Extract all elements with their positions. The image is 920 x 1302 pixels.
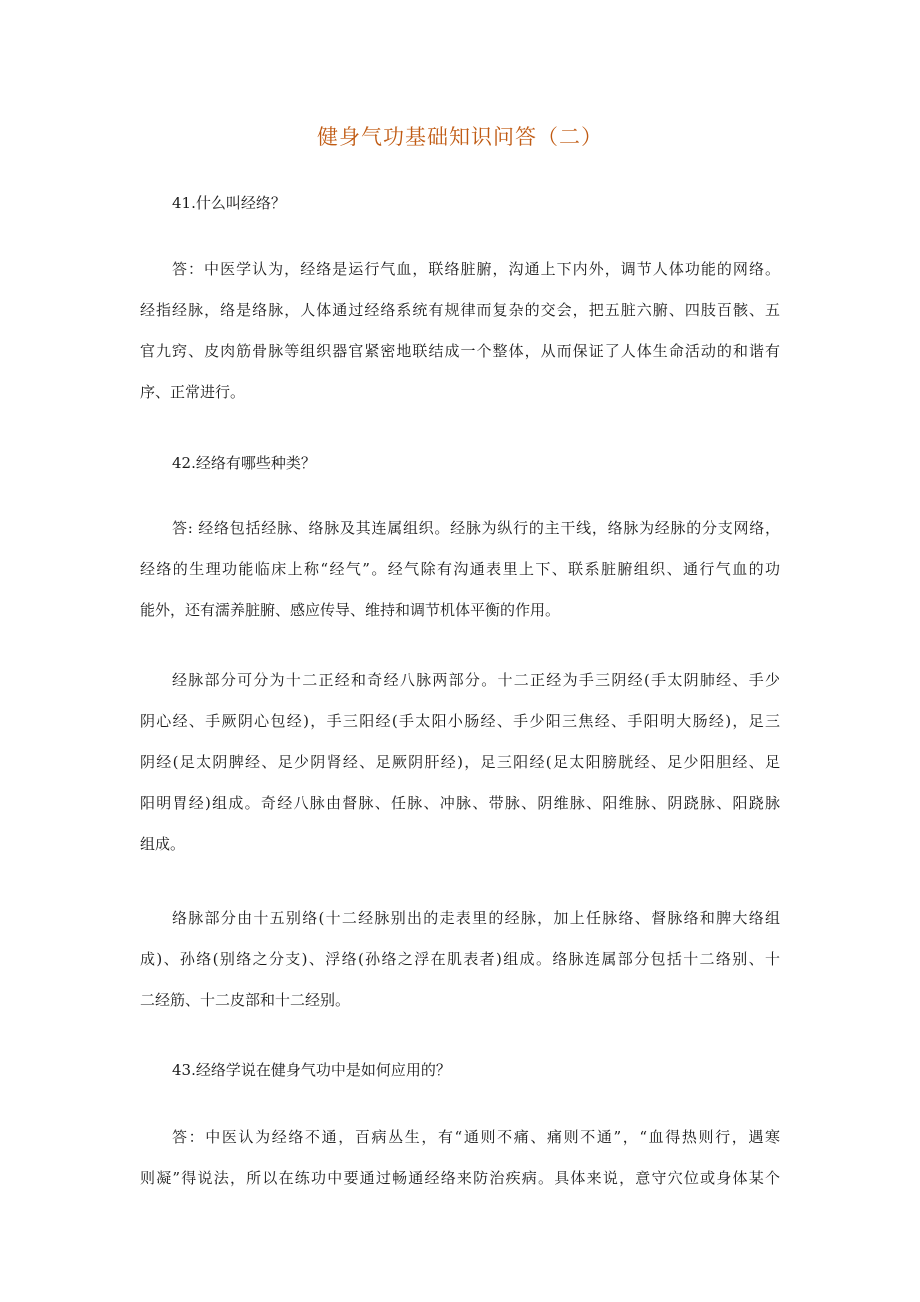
text-line: 能外，还有濡养脏腑、感应传导、维持和调节机体平衡的作用。 bbox=[140, 601, 561, 619]
answer-42-paragraph-3 bbox=[140, 908, 780, 1031]
answer-41-paragraph bbox=[140, 259, 780, 423]
text-line: 则凝”得说法，所以在练功中要通过畅通经络来防治疾病。具体来说，意守穴位或身体某个 bbox=[140, 1169, 780, 1187]
text-line: 成)、孙络(别络之分支)、浮络(孙络之浮在肌表者)组成。络脉连属部分包括十二络别、十 bbox=[140, 950, 780, 968]
question-41: 41.什么叫经络？ bbox=[172, 194, 286, 212]
text-line: 答：中医认为经络不通，百病丛生，有“通则不痛、痛则不通”，“血得热则行，遇寒 bbox=[172, 1128, 780, 1146]
answer-42-paragraph-1 bbox=[140, 518, 780, 641]
text-line: 序、正常进行。 bbox=[140, 383, 246, 401]
text-line: 经脉部分可分为十二正经和奇经八脉两部分。十二正经为手三阴经(手太阴肺经、手少 bbox=[172, 671, 780, 689]
text-line: 阴心经、手厥阴心包经)，手三阳经(手太阳小肠经、手少阳三焦经、手阳明大肠经)，足三 bbox=[140, 712, 780, 730]
text-line: 经指经脉，络是络脉，人体通过经络系统有规律而复杂的交会，把五脏六腑、四肢百骸、五 bbox=[140, 301, 780, 319]
text-line: 答: 经络包括经脉、络脉及其连属组织。经脉为纵行的主干线，络脉为经脉的分支网络， bbox=[172, 519, 780, 537]
question-42: 42.经络有哪些种类？ bbox=[172, 454, 316, 472]
answer-42-paragraph-2 bbox=[140, 670, 780, 875]
answer-43-paragraph bbox=[140, 1127, 780, 1209]
text-line: 络脉部分由十五别络(十二经脉别出的走表里的经脉，加上任脉络、督脉络和脾大络组 bbox=[172, 909, 780, 927]
question-43: 43.经络学说在健身气功中是如何应用的？ bbox=[172, 1061, 451, 1079]
text-line: 答：中医学认为，经络是运行气血，联络脏腑，沟通上下内外，调节人体功能的网络。 bbox=[172, 260, 780, 278]
document-title: 健身气功基础知识问答（二） bbox=[317, 125, 603, 149]
text-line: 阳明胃经)组成。奇经八脉由督脉、任脉、冲脉、带脉、阴维脉、阳维脉、阴跷脉、阳跷脉 bbox=[140, 794, 780, 812]
text-line: 官九窍、皮肉筋骨脉等组织器官紧密地联结成一个整体，从而保证了人体生命活动的和谐有 bbox=[140, 342, 780, 360]
text-line: 经络的生理功能临床上称“经气”。经气除有沟通表里上下、联系脏腑组织、通行气血的功 bbox=[140, 560, 780, 578]
text-line: 阴经(足太阴脾经、足少阴肾经、足厥阴肝经)，足三阳经(足太阳膀胱经、足少阳胆经、足 bbox=[140, 753, 780, 771]
text-line: 二经筋、十二皮部和十二经别。 bbox=[140, 991, 351, 1009]
text-line: 组成。 bbox=[140, 835, 186, 853]
